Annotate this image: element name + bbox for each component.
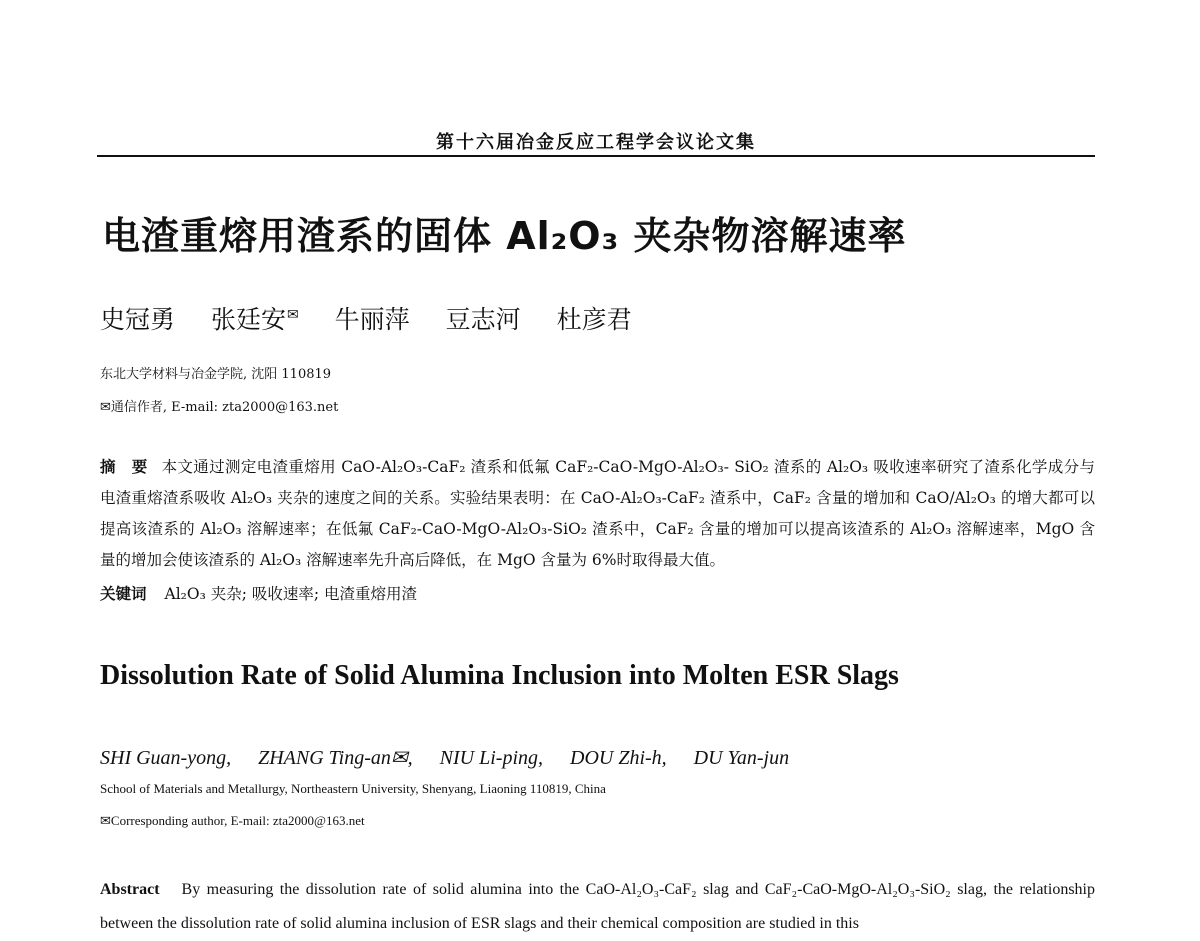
english-abstract <box>100 873 1095 941</box>
author-name: 豆志河 <box>445 305 521 334</box>
english-affiliation: School of Materials and Metallurgy, Northeastern University, Shenyang, Liaoning 110819, China <box>100 781 606 796</box>
author-name: 史冠勇 <box>100 305 176 334</box>
chinese-corresponding-author: ✉通信作者, E-mail: zta2000@163.net <box>100 400 339 415</box>
chinese-keywords <box>100 582 417 604</box>
chinese-title: 电渣重熔用渣系的固体 Al₂O₃ 夹杂物溶解速率 <box>102 214 907 258</box>
abstract-label: 摘 要 <box>100 458 148 476</box>
corresponding-mark-icon: ✉ <box>286 307 299 323</box>
header-rule <box>97 155 1095 157</box>
keywords-text: Al₂O₃ 夹杂; 吸收速率; 电渣重熔用渣 <box>164 585 418 603</box>
english-title: Dissolution Rate of Solid Alumina Inclusion into Molten ESR Slags <box>100 660 899 691</box>
abstract-label: Abstract <box>100 881 160 898</box>
author-name: 杜彦君 <box>556 305 632 334</box>
keywords-label: 关键词 <box>100 585 147 603</box>
chinese-affiliation: 东北大学材料与冶金学院, 沈阳 110819 <box>100 367 332 382</box>
chinese-abstract <box>100 452 1095 576</box>
english-authors <box>100 745 811 770</box>
author-name: SHI Guan-yong, <box>100 747 232 769</box>
english-corresponding-author: ✉Corresponding author, E-mail: zta2000@163.net <box>100 813 365 828</box>
author-name: 牛丽萍 <box>334 305 410 334</box>
chinese-authors <box>100 300 660 336</box>
author-name: ZHANG Ting-an✉, <box>258 747 413 769</box>
author-name: 张廷安✉ <box>210 305 299 334</box>
abstract-text: By measuring the dissolution rate of solid alumina into the CaO-Al₂O₃-CaF₂ slag and CaF₂-CaO-MgO-Al₂O₃-SiO₂ slag, the relationship between the dissolution rate of solid alumina inclusion of ESR slags and their chemical composition are studied in this <box>100 881 1095 932</box>
abstract-text: 本文通过测定电渣重熔用 CaO-Al₂O₃-CaF₂ 渣系和低氟 CaF₂-CaO-MgO-Al₂O₃- SiO₂ 渣系的 Al₂O₃ 吸收速率研究了渣系化学成分与电渣重熔渣系吸收 Al₂O₃ 夹杂的速度之间的关系。实验结果表明：在 CaO-Al₂O₃-CaF₂ 渣系中，CaF₂ 含量的增加和 CaO/Al₂O₃ 的增大都可以提高该渣系的 Al₂O₃ 溶解速率；在低氟 CaF₂-CaO-MgO-Al₂O₃-SiO₂ 渣系中，CaF₂ 含量的增加可以提高该渣系的 Al₂O₃ 溶解速率，MgO 含量的增加会使该渣系的 Al₂O₃ 溶解速率先升高后降低，在 MgO 含量为 6%时取得最大值。 <box>100 458 1095 569</box>
author-name: DU Yan-jun <box>693 747 790 769</box>
author-name: DOU Zhi-h, <box>570 747 667 769</box>
running-header: 第十六届冶金反应工程学会议论文集 <box>436 132 756 153</box>
author-name: NIU Li-ping, <box>439 747 543 769</box>
